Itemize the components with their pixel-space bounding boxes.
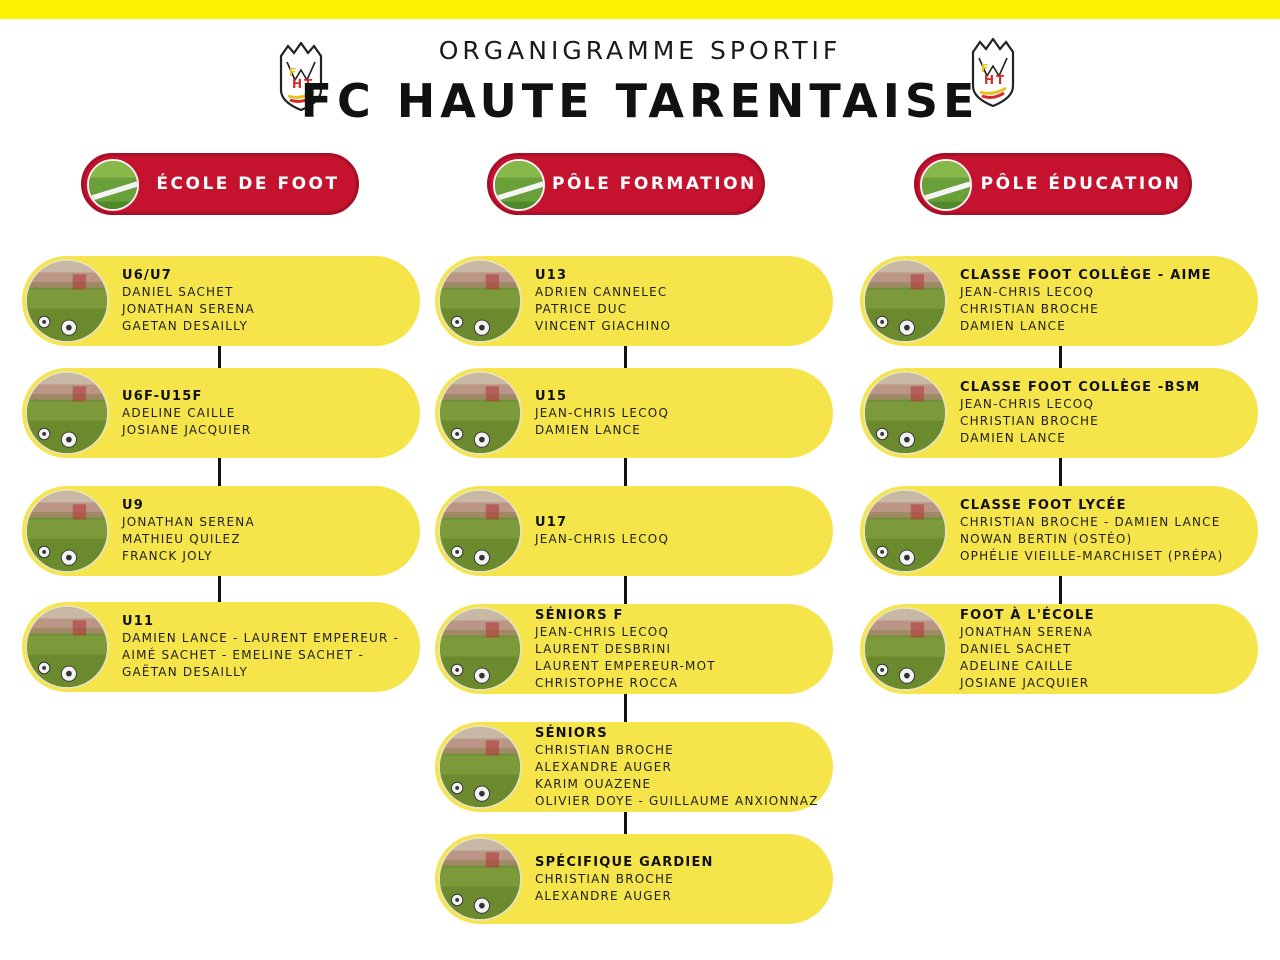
grass-field-icon — [493, 159, 545, 211]
section-header-pole-formation — [487, 153, 765, 215]
staff-name: LAURENT EMPEREUR-MOT — [535, 658, 716, 673]
team-card-u17 — [435, 486, 833, 576]
team-card-u6-u7 — [22, 256, 420, 346]
connector-line — [624, 810, 627, 836]
section-header-label: PÔLE ÉDUCATION — [980, 174, 1182, 194]
staff-name: CHRISTIAN BROCHE — [960, 414, 1099, 428]
connector-line — [1059, 456, 1062, 488]
staff-name: JEAN-CHRIS LECOQ — [960, 397, 1095, 411]
football-field-photo — [25, 605, 109, 689]
card-title: U9 — [122, 498, 145, 513]
staff-name: DAMIEN LANCE — [535, 422, 642, 437]
staff-name: CHRISTIAN BROCHE — [535, 742, 674, 757]
football-field-photo — [438, 259, 522, 343]
team-card-classe-foot-lycee — [860, 486, 1258, 576]
card-content — [122, 256, 404, 346]
staff-name: JONATHAN SERENA — [960, 624, 1093, 639]
staff-name: ADELINE CAILLE — [122, 405, 236, 420]
card-content — [122, 602, 404, 692]
staff-name: ALEXANDRE AUGER — [535, 888, 673, 903]
team-card-seniors-f — [435, 604, 833, 694]
team-card-classe-foot-college-bsm — [860, 368, 1258, 458]
card-content — [535, 834, 817, 924]
team-card-u13 — [435, 256, 833, 346]
staff-name: GAËTAN DESAILLY — [122, 665, 249, 679]
connector-line — [624, 456, 627, 488]
connector-line — [1059, 344, 1062, 370]
football-field-photo — [438, 489, 522, 573]
connector-line — [1059, 574, 1062, 606]
team-card-classe-foot-college-aime — [860, 256, 1258, 346]
football-field-photo — [25, 371, 109, 455]
football-field-photo — [25, 489, 109, 573]
connector-line — [218, 574, 221, 604]
team-card-u6f-u15f — [22, 368, 420, 458]
staff-name: CHRISTIAN BROCHE - DAMIEN LANCE — [960, 515, 1221, 529]
grass-field-icon — [920, 159, 972, 211]
staff-name: DAMIEN LANCE — [960, 319, 1067, 333]
staff-name: OPHÉLIE VIEILLE-MARCHISET (PRÉPA) — [960, 549, 1224, 563]
card-title: SÉNIORS F — [535, 607, 624, 623]
card-title: CLASSE FOOT LYCÉE — [960, 498, 1127, 513]
staff-name: JEAN-CHRIS LECOQ — [535, 624, 670, 639]
staff-name: ALEXANDRE AUGER — [535, 759, 673, 774]
card-content — [960, 368, 1242, 458]
staff-name: JEAN-CHRIS LECOQ — [960, 285, 1095, 299]
section-header-ecole-de-foot — [81, 153, 359, 215]
staff-name: DANIEL SACHET — [122, 285, 234, 299]
staff-name: VINCENT GIACHINO — [535, 319, 672, 333]
card-title: SPÉCIFIQUE GARDIEN — [535, 854, 714, 870]
staff-name: FRANCK JOLY — [122, 549, 213, 563]
staff-name: OLIVIER DOYE - GUILLAUME ANXIONNAZ — [535, 793, 819, 808]
card-content — [960, 486, 1242, 576]
connector-line — [624, 344, 627, 370]
football-field-photo — [863, 489, 947, 573]
team-card-u11 — [22, 602, 420, 692]
card-title: U11 — [122, 614, 155, 629]
card-content — [535, 722, 817, 812]
staff-name: CHRISTIAN BROCHE — [960, 302, 1099, 316]
connector-line — [624, 574, 627, 606]
card-content — [122, 368, 404, 458]
top-accent-bar — [0, 0, 1280, 19]
card-content — [122, 486, 404, 576]
staff-name: KARIM OUAZENE — [535, 776, 652, 791]
football-field-photo — [25, 259, 109, 343]
football-field-photo — [438, 371, 522, 455]
staff-name: JEAN-CHRIS LECOQ — [535, 532, 670, 546]
team-card-specifique-gardien — [435, 834, 833, 924]
staff-name: JONATHAN SERENA — [122, 302, 255, 316]
staff-name: MATHIEU QUILEZ — [122, 532, 241, 546]
card-content — [535, 368, 817, 458]
grass-field-icon — [87, 159, 139, 211]
section-header-label: ÉCOLE DE FOOT — [156, 174, 340, 194]
card-title: CLASSE FOOT COLLÈGE - AIME — [960, 268, 1212, 283]
card-title: U13 — [535, 268, 568, 283]
staff-name: ADRIEN CANNELEC — [535, 285, 668, 299]
section-header-label: PÔLE FORMATION — [552, 174, 757, 194]
card-content — [535, 486, 817, 576]
card-title: U6/U7 — [122, 268, 172, 283]
staff-name: DAMIEN LANCE - LAURENT EMPEREUR - — [122, 631, 400, 645]
football-field-photo — [863, 371, 947, 455]
card-title: U15 — [535, 388, 568, 404]
staff-name: DAMIEN LANCE — [960, 431, 1067, 445]
card-content — [960, 604, 1242, 694]
staff-name: JEAN-CHRIS LECOQ — [535, 405, 670, 420]
connector-line — [218, 344, 221, 370]
page-title: FC HAUTE TARENTAISE — [300, 74, 980, 128]
card-content — [535, 256, 817, 346]
staff-name: LAURENT DESBRINI — [535, 641, 672, 656]
card-title: SÉNIORS — [535, 725, 608, 741]
staff-name: CHRISTOPHE ROCCA — [535, 675, 679, 690]
card-title: U17 — [535, 515, 568, 530]
staff-name: NOWAN BERTIN (OSTÉO) — [960, 532, 1133, 546]
staff-name: JONATHAN SERENA — [122, 515, 255, 529]
football-field-photo — [438, 607, 522, 691]
card-title: U6F-U15F — [122, 388, 203, 404]
card-title: FOOT À L'ÉCOLE — [960, 607, 1095, 623]
team-card-foot-a-l-ecole — [860, 604, 1258, 694]
staff-name: JOSIANE JACQUIER — [960, 675, 1090, 690]
card-content — [535, 604, 817, 694]
connector-line — [218, 456, 221, 488]
page-subtitle: ORGANIGRAMME SPORTIF — [438, 36, 842, 65]
team-card-seniors — [435, 722, 833, 812]
card-content — [960, 256, 1242, 346]
football-field-photo — [863, 607, 947, 691]
staff-name: PATRICE DUC — [535, 302, 628, 316]
team-card-u9 — [22, 486, 420, 576]
connector-line — [624, 692, 627, 724]
staff-name: AIMÉ SACHET - EMELINE SACHET - — [122, 648, 365, 662]
football-field-photo — [438, 837, 522, 921]
staff-name: ADELINE CAILLE — [960, 658, 1074, 673]
card-title: CLASSE FOOT COLLÈGE -BSM — [960, 380, 1201, 395]
section-header-pole-education — [914, 153, 1192, 215]
football-field-photo — [438, 725, 522, 809]
football-field-photo — [863, 259, 947, 343]
staff-name: GAETAN DESAILLY — [122, 319, 249, 333]
team-card-u15 — [435, 368, 833, 458]
staff-name: DANIEL SACHET — [960, 641, 1072, 656]
staff-name: CHRISTIAN BROCHE — [535, 871, 674, 886]
staff-name: JOSIANE JACQUIER — [122, 422, 252, 437]
